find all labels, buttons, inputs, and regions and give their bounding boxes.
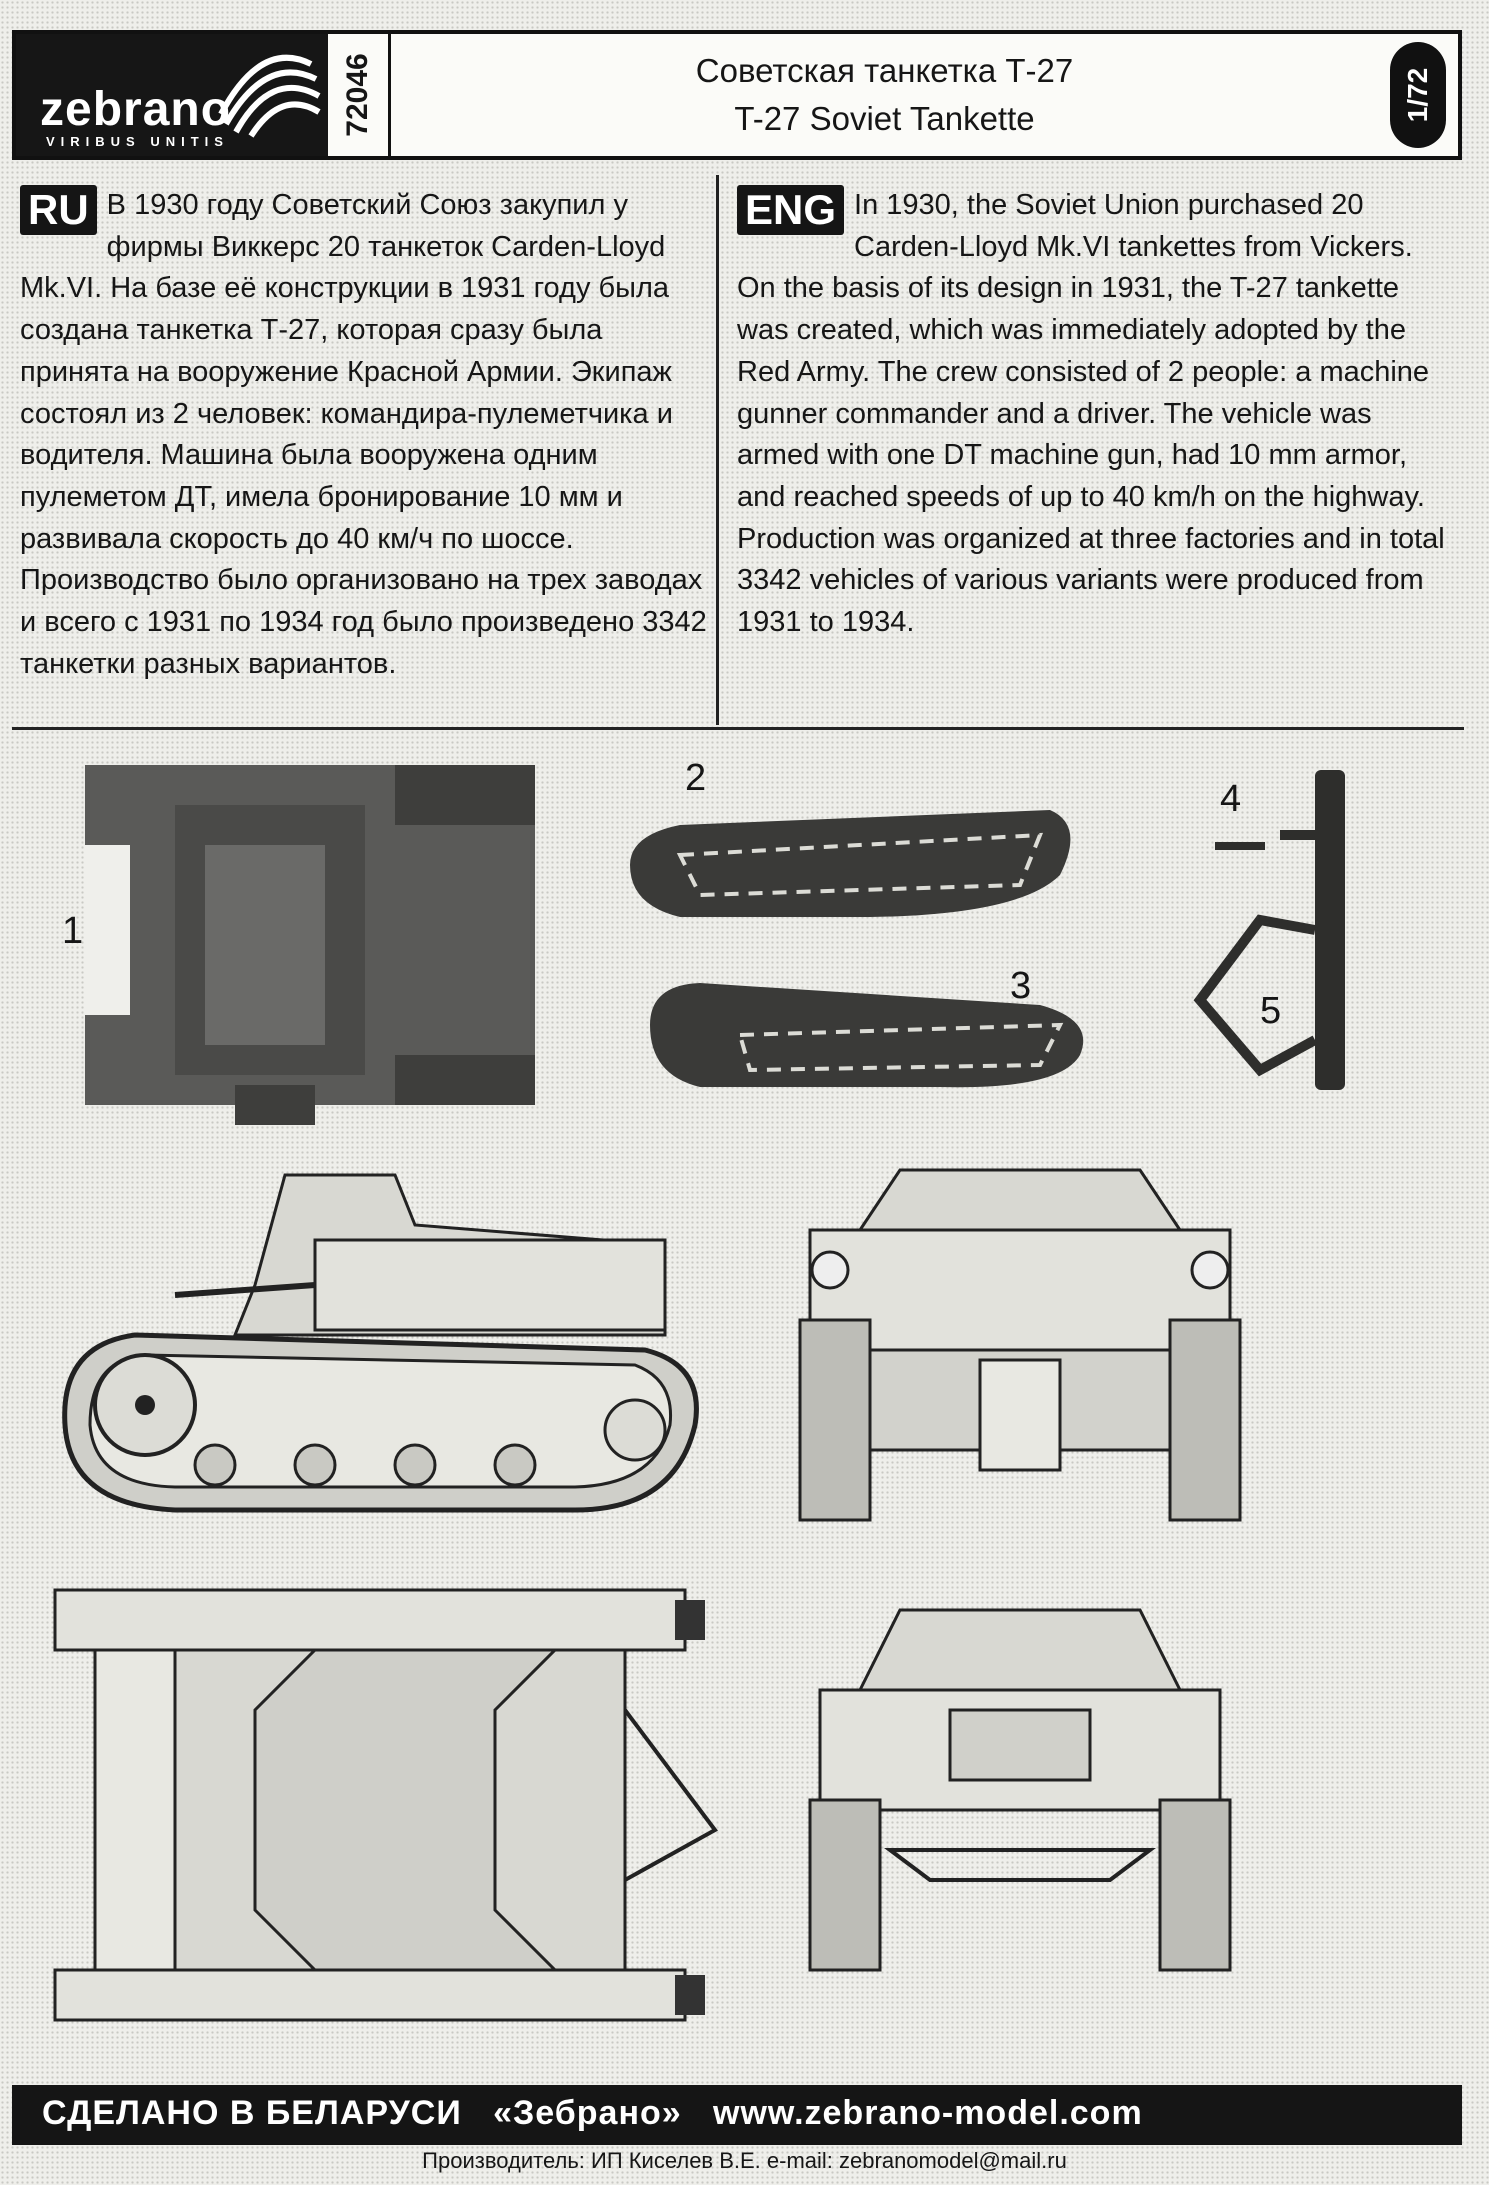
part-number-2: 2	[685, 757, 707, 799]
part-1-hull	[85, 765, 545, 1145]
rear-view-drawing	[810, 1610, 1250, 1980]
footer-bar	[12, 2085, 1462, 2145]
kit-code-box	[328, 34, 391, 156]
footer-manufacturer: Производитель: ИП Киселев В.Е. e-mail: zebranomodel@mail.ru	[422, 2148, 1067, 2173]
badge-eng: ENG	[737, 185, 844, 235]
top-view-drawing	[55, 1590, 705, 2030]
text-ru-body: В 1930 году Советский Союз закупил у фирмы Виккерс 20 танкеток Carden-Lloyd Mk.VI. На базе её конструкции в 1931 году была создана танкетка Т-27, которая сразу была принята на вооружение Красной Армии. Экипаж состоял из 2 человек: командира-пулеметчика и водителя. Машина была вооружена одним пулеметом ДТ, имела бронирование 10 мм и развивала скорость до 40 км/ч по шоссе. Производство было организовано на трех заводах и всего с 1931 по 1934 год было произведено 3342 танкетки разных вариантов.	[20, 189, 707, 680]
kit-code: 72046	[341, 53, 374, 137]
description-ru	[20, 185, 710, 685]
side-view-drawing	[55, 1165, 705, 1525]
title-en: T-27 Soviet Tankette	[734, 100, 1035, 137]
badge-ru: RU	[20, 185, 97, 235]
title-ru: Советская танкетка Т-27	[695, 52, 1074, 89]
text-en-body: In 1930, the Soviet Union purchased 20 Carden-Lloyd Mk.VI tankettes from Vickers. On the basis of its design in 1931, the T-27 tankette was created, which was immediately adopted by the Red Army. The crew consisted of 2 people: a machine gunner commander and a driver. The vehicle was armed with one DT machine gun, had 10 mm armor, and reached speeds of up to 40 km/h on the highway. Production was organized at three factories and in total 3342 vehicles of various variants were produced from 1931 to 1934.	[737, 189, 1445, 639]
brand-tagline: VIRIBUS UNITIS	[46, 134, 229, 149]
part-2-track	[620, 805, 1090, 925]
brand-logo	[16, 34, 328, 156]
description-en	[737, 185, 1457, 644]
column-divider	[716, 175, 719, 725]
title-block	[391, 34, 1378, 156]
part-number-4: 4	[1220, 778, 1242, 820]
scale-label: 1/72	[1402, 67, 1433, 123]
part-number-3: 3	[1010, 965, 1032, 1007]
part-number-1: 1	[62, 910, 84, 952]
brand-name: zebrano	[40, 83, 232, 136]
front-view-drawing	[800, 1170, 1240, 1530]
footer-made-in: СДЕЛАНО В БЕЛАРУСИ «Зебрано» www.zebrano-model.com	[42, 2094, 1143, 2132]
part-number-5: 5	[1260, 990, 1282, 1032]
section-divider	[12, 727, 1464, 730]
scale-badge	[1390, 42, 1446, 148]
header	[12, 30, 1462, 160]
